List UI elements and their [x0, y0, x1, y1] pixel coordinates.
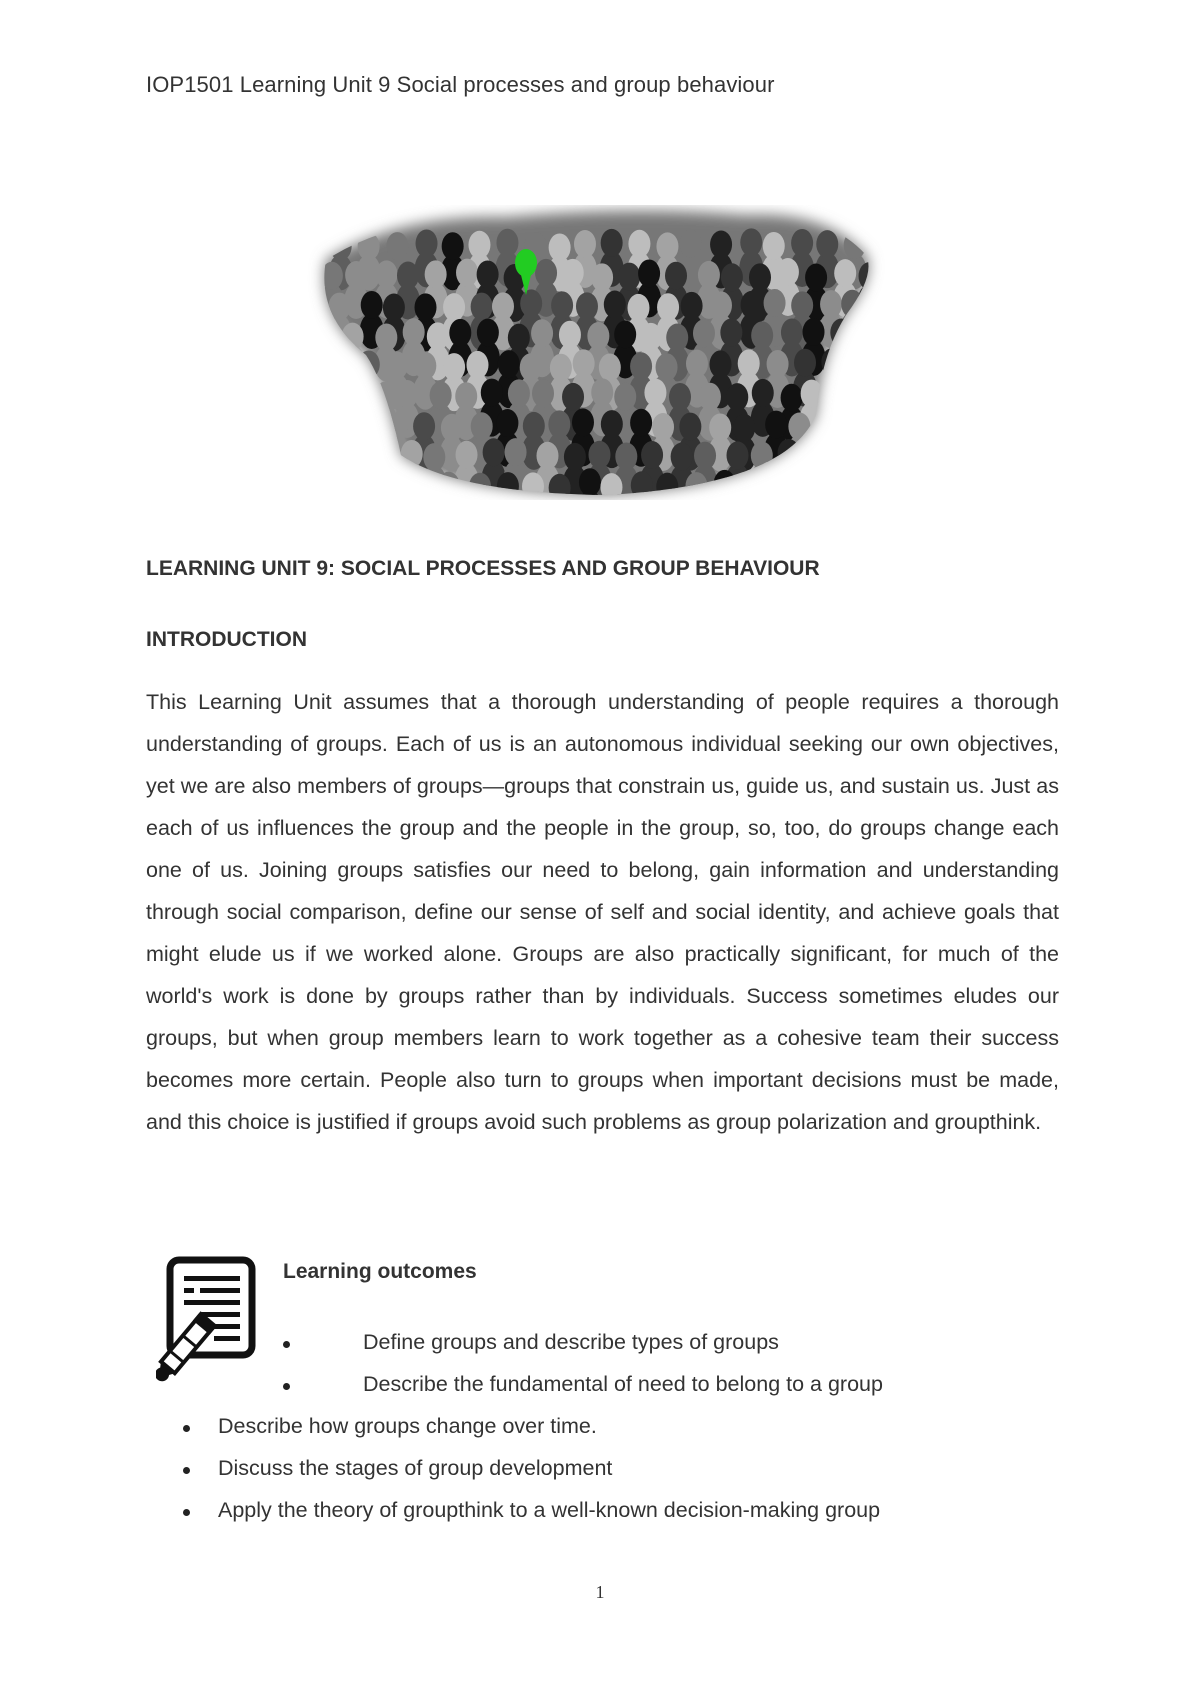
crowd-person-head	[383, 294, 405, 322]
crowd-person-body	[655, 495, 679, 500]
crowd-person-head	[752, 379, 774, 407]
crowd-person-head	[361, 291, 383, 319]
crowd-person-body	[840, 312, 864, 348]
crowd-person-body	[357, 372, 381, 408]
highlighted-person-head	[515, 249, 537, 277]
crowd-person-head	[321, 262, 343, 290]
crowd-person-head	[508, 379, 530, 407]
crowd-person-head	[374, 382, 396, 410]
unit-title: LEARNING UNIT 9: SOCIAL PROCESSES AND GROUP BEHAVIOUR	[146, 557, 820, 580]
crowd-person-head	[821, 348, 843, 376]
crowd-person-head	[733, 414, 755, 442]
crowd-person-body	[599, 495, 623, 500]
crowd-person-head	[531, 319, 553, 347]
crowd-person-head	[656, 473, 678, 500]
crowd-person-body	[820, 370, 844, 406]
crowd-person-head	[765, 411, 787, 439]
crowd-person-body	[856, 462, 880, 498]
crowd-person-head	[641, 441, 663, 469]
crowd-person-head	[551, 291, 573, 319]
crowd-person-head	[588, 441, 610, 469]
crowd-person-head	[456, 259, 478, 287]
crowd-person-head	[386, 232, 408, 260]
crowd-person-head	[572, 408, 594, 436]
crowd-person-body	[315, 344, 339, 380]
crowd-person-head	[497, 472, 519, 500]
crowd-person-head	[536, 442, 558, 470]
crowd-person-head	[471, 293, 493, 321]
crowd-person-body	[306, 490, 325, 500]
crowd-person-head	[520, 289, 542, 317]
crowd-person-head	[764, 289, 786, 317]
crowd-person-head	[686, 350, 708, 378]
crowd-person-head	[599, 353, 621, 381]
crowd-person-head	[573, 349, 595, 377]
crowd-person-head	[679, 230, 701, 258]
crowd-person-head	[430, 381, 452, 409]
crowd-person-head	[601, 410, 623, 438]
introduction-heading: INTRODUCTION	[146, 628, 307, 651]
crowd-person-head	[870, 292, 892, 320]
crowd-person-body	[306, 256, 324, 292]
crowd-person-head	[549, 233, 571, 261]
crowd-person-head	[492, 292, 514, 320]
crowd-person-body	[855, 400, 879, 436]
crowd-person-head	[791, 291, 813, 319]
crowd-person-head	[778, 439, 800, 467]
crowd-person-body	[858, 284, 882, 320]
crowd-person-body	[713, 492, 737, 500]
crowd-person-head	[767, 350, 789, 378]
crowd-person-body	[318, 463, 342, 499]
crowd-person-head	[788, 413, 810, 441]
crowd-person-body	[833, 464, 857, 500]
crowd-person-head	[631, 471, 653, 499]
crowd-person-head	[656, 353, 678, 381]
crowd-person-head	[401, 440, 423, 468]
crowd-person-body	[750, 463, 774, 499]
crowd-person-head	[630, 352, 652, 380]
crowd-person-head	[523, 412, 545, 440]
crowd-person-head	[601, 229, 623, 257]
crowd-person-head	[640, 323, 662, 351]
crowd-person-body	[321, 404, 345, 440]
crowd-person-head	[714, 470, 736, 498]
crowd-person-head	[508, 324, 530, 352]
crowd-person-head	[630, 409, 652, 437]
crowd-person-body	[792, 496, 816, 500]
crowd-person-head	[740, 228, 762, 256]
crowd-person-body	[437, 494, 461, 500]
checklist-pencil-icon	[156, 1256, 258, 1382]
crowd-person-head	[415, 293, 437, 321]
crowd-illustration	[306, 205, 896, 500]
crowd-person-head	[332, 409, 354, 437]
crowd-person-head	[306, 409, 327, 437]
crowd-person-head	[591, 378, 613, 406]
crowd-person-head	[449, 319, 471, 347]
crowd-person-body	[306, 431, 328, 467]
bullet-icon	[283, 1341, 290, 1348]
crowd-person-head	[386, 351, 408, 379]
crowd-person-head	[416, 229, 438, 257]
crowd-person-head	[358, 471, 380, 499]
crowd-person-head	[331, 469, 353, 497]
crowd-person-head	[403, 318, 425, 346]
crowd-person-head	[414, 352, 436, 380]
crowd-person-body	[860, 345, 884, 381]
crowd-person-body	[869, 435, 893, 471]
crowd-person-body	[333, 374, 357, 410]
crowd-person-head	[334, 352, 356, 380]
bullet-icon	[183, 1509, 190, 1516]
crowd-person-head	[656, 232, 678, 260]
crowd-person-head	[376, 442, 398, 470]
introduction-paragraph: This Learning Unit assumes that a thorough understanding of people requires a thorough understanding of groups. Each of us is an autonomous individual seeking our own objectives, yet we are also members of groups—groups that constrain us, guide us, and sustain us. Just as each of us influences the group and the people in the group, so, too, do groups change each one of us. Joining groups satisfies our need to belong, gain information and understanding through social comparison, define our sense of self and social identity, and achieve goals that might elude us if we worked alone. Groups are also practically significant, for much of the world's work is done by groups rather than by individuals. Success sometimes eludes our groups, but when group members learn to work together as a cohesive team their success becomes more certain. People also turn to groups when important decisions must be made, and this choice is justified if groups avoid such problems as group polarization and groupthink.	[146, 690, 1059, 1134]
crowd-person-body	[874, 371, 896, 407]
crowd-person-head	[738, 349, 760, 377]
crowd-person-head	[477, 319, 499, 347]
crowd-person-body	[468, 495, 492, 500]
crowd-person-head	[739, 471, 761, 499]
crowd-person-head	[438, 472, 460, 500]
crowd-person-body	[357, 493, 381, 500]
crowd-person-head	[791, 229, 813, 257]
crowd-person-head	[781, 384, 803, 412]
crowd-person-head	[522, 472, 544, 500]
crowd-person-head	[532, 379, 554, 407]
learning-outcome-item: Apply the theory of groupthink to a well-known decision-making group	[218, 1498, 881, 1522]
learning-outcome-item: Describe how groups change over time.	[218, 1414, 597, 1438]
crowd-person-head	[477, 260, 499, 288]
crowd-person-head	[870, 413, 892, 441]
crowd-person-head	[816, 230, 838, 258]
crowd-person-head	[505, 438, 527, 466]
crowd-person-head	[657, 293, 679, 321]
crowd-person-head	[355, 409, 377, 437]
crowd-person-head	[766, 472, 788, 500]
crowd-person-head	[579, 468, 601, 496]
crowd-person-head	[669, 383, 691, 411]
crowd-person-head	[548, 410, 570, 438]
crowd-person-body	[845, 493, 869, 500]
crowd-person-head	[496, 229, 518, 257]
crowd-person-head	[322, 382, 344, 410]
crowd-person-head	[801, 380, 823, 408]
crowd-person-body	[818, 493, 842, 500]
crowd-person-head	[834, 384, 856, 412]
crowd-person-head	[841, 290, 863, 318]
crowd-person-head	[870, 233, 892, 261]
learning-outcome-item: Define groups and describe types of groups	[363, 1330, 779, 1354]
crowd-person-head	[496, 409, 518, 437]
crowd-person-head	[830, 319, 852, 347]
crowd-person-body	[867, 495, 891, 500]
crowd-person-body	[331, 431, 355, 467]
crowd-person-head	[794, 349, 816, 377]
crowd-person-head	[576, 292, 598, 320]
crowd-person-head	[816, 413, 838, 441]
crowd-person-head	[868, 473, 890, 500]
crowd-person-body	[800, 462, 824, 498]
crowd-person-body	[548, 496, 572, 500]
crowd-person-head	[443, 353, 465, 381]
crowd-person-head	[844, 348, 866, 376]
crowd-person-body	[347, 465, 371, 500]
crowd-person-head	[442, 232, 464, 260]
crowd-person-head	[358, 233, 380, 261]
crowd-person-head	[801, 440, 823, 468]
crowd-person-head	[471, 412, 493, 440]
crowd-person-head	[306, 234, 323, 262]
crowd-person-head	[564, 443, 586, 471]
crowd-person-head	[859, 262, 881, 290]
crowd-person-head	[644, 379, 666, 407]
crowd-person-head	[615, 443, 637, 471]
crowd-person-head	[587, 322, 609, 350]
crowd-person-head	[396, 380, 418, 408]
crowd-person-head	[777, 258, 799, 286]
crowd-person-head	[483, 438, 505, 466]
crowd-person-head	[562, 259, 584, 287]
crowd-person-body	[833, 406, 857, 442]
learning-outcome-item: Discuss the stages of group development	[218, 1456, 613, 1480]
crowd-person-body	[630, 493, 654, 500]
crowd-person-head	[710, 231, 732, 259]
crowd-person-head	[793, 474, 815, 500]
crowd-person-head	[751, 441, 773, 469]
crowd-person-head	[316, 322, 338, 350]
crowd-person-head	[698, 261, 720, 289]
crowd-person-body	[306, 311, 326, 347]
crowd-person-head	[741, 291, 763, 319]
crowd-person-head	[425, 260, 447, 288]
crowd-person-body	[409, 491, 433, 500]
crowd-person-head	[441, 414, 463, 442]
crowd-person-head	[861, 323, 883, 351]
crowd-person-head	[721, 263, 743, 291]
crowd-person-body	[375, 464, 399, 500]
crowd-person-head	[591, 263, 613, 291]
crowd-person-head	[319, 441, 341, 469]
crowd-person-head	[520, 353, 542, 381]
crowd-person-head	[709, 413, 731, 441]
crowd-person-head	[819, 471, 841, 499]
crowd-person-head	[681, 292, 703, 320]
crowd-person-head	[306, 353, 326, 381]
crowd-person-body	[829, 341, 853, 377]
crowd-person-body	[869, 255, 893, 291]
crowd-person-head	[844, 231, 866, 259]
crowd-person-head	[834, 442, 856, 470]
crowd-person-head	[614, 320, 636, 348]
crowd-person-body	[815, 435, 839, 471]
crowd-person-head	[345, 261, 367, 289]
crowd-person-head	[671, 443, 693, 471]
crowd-person-head	[330, 232, 352, 260]
crowd-person-head	[376, 260, 398, 288]
crowd-person-head	[844, 411, 866, 439]
crowd-person-head	[857, 440, 879, 468]
crowd-person-head	[666, 324, 688, 352]
crowd-person-head	[562, 383, 584, 411]
crowd-person-body	[341, 345, 365, 381]
crowd-person-head	[652, 413, 674, 441]
crowd-person-head	[427, 322, 449, 350]
crowd-person-head	[413, 412, 435, 440]
crowd-person-body	[765, 494, 789, 500]
crowd-person-head	[481, 379, 503, 407]
bullet-icon	[283, 1383, 290, 1390]
crowd-person-head	[763, 232, 785, 260]
crowd-person-head	[638, 259, 660, 287]
crowd-person-body	[777, 461, 801, 497]
crowd-person-head	[846, 471, 868, 499]
crowd-person-head	[443, 293, 465, 321]
crowd-person-head	[803, 318, 825, 346]
crowd-person-body	[738, 493, 762, 500]
crowd-person-head	[600, 473, 622, 500]
crowd-person-head	[386, 413, 408, 441]
crowd-person-head	[342, 323, 364, 351]
crowd-person-head	[375, 323, 397, 351]
bullet-icon	[183, 1467, 190, 1474]
learning-outcomes-heading: Learning outcomes	[283, 1260, 477, 1283]
crowd-person-head	[720, 318, 742, 346]
crowd-person-head	[749, 263, 771, 291]
crowd-person-head	[604, 291, 626, 319]
crowd-person-head	[834, 259, 856, 287]
learning-outcome-item: Describe the fundamental of need to belong to a group	[363, 1372, 883, 1396]
crowd-person-head	[727, 441, 749, 469]
crowd-person-head	[875, 349, 896, 377]
crowd-person-head	[694, 442, 716, 470]
crowd-person-head	[348, 443, 370, 471]
crowd-person-body	[496, 494, 520, 500]
crowd-person-head	[358, 350, 380, 378]
crowd-person-body	[843, 370, 867, 406]
crowd-person-head	[726, 383, 748, 411]
crowd-person-body	[400, 462, 424, 498]
crowd-person-head	[559, 321, 581, 349]
crowd-person-head	[693, 319, 715, 347]
page-number: 1	[595, 1582, 605, 1602]
crowd-person-head	[820, 290, 842, 318]
crowd-person-head	[306, 289, 325, 317]
crowd-person-head	[710, 291, 732, 319]
crowd-person-head	[410, 469, 432, 497]
crowd-person-head	[709, 350, 731, 378]
crowd-person-body	[869, 314, 893, 350]
crowd-person-head	[614, 383, 636, 411]
crowd-person-head	[423, 443, 445, 471]
crowd-person-body	[843, 433, 867, 469]
crowd-person-head	[328, 293, 350, 321]
crowd-person-head	[856, 378, 878, 406]
crowd-person-head	[679, 413, 701, 441]
crowd-person-head	[550, 354, 572, 382]
crowd-person-head	[805, 264, 827, 292]
crowd-person-head	[627, 294, 649, 322]
crowd-person-head	[781, 318, 803, 346]
crowd-person-head	[618, 263, 640, 291]
crowd-person-head	[574, 230, 596, 258]
crowd-person-body	[521, 494, 545, 500]
crowd-person-head	[699, 383, 721, 411]
crowd-person-head	[306, 468, 324, 496]
crowd-person-head	[498, 350, 520, 378]
crowd-person-head	[455, 382, 477, 410]
crowd-person-head	[628, 230, 650, 258]
crowd-person-head	[397, 262, 419, 290]
bullet-icon	[183, 1425, 190, 1432]
crowd-person-body	[684, 494, 708, 500]
crowd-person-head	[685, 472, 707, 500]
crowd-person-head	[751, 321, 773, 349]
crowd-person-body	[330, 491, 354, 500]
crowd-person-head	[342, 382, 364, 410]
crowd-person-head	[389, 470, 411, 498]
crowd-person-body	[306, 375, 327, 411]
crowd-person-head	[665, 262, 687, 290]
crowd-person-head	[467, 351, 489, 379]
crowd-person-head	[456, 441, 478, 469]
running-header: IOP1501 Learning Unit 9 Social processes and group behaviour	[146, 72, 775, 97]
crowd-person-head	[469, 473, 491, 500]
crowd-person-head	[468, 231, 490, 259]
crowd-person-head	[535, 259, 557, 287]
crowd-person-body	[388, 492, 412, 500]
crowd-person-body	[341, 404, 365, 440]
crowd-person-body	[354, 431, 378, 467]
